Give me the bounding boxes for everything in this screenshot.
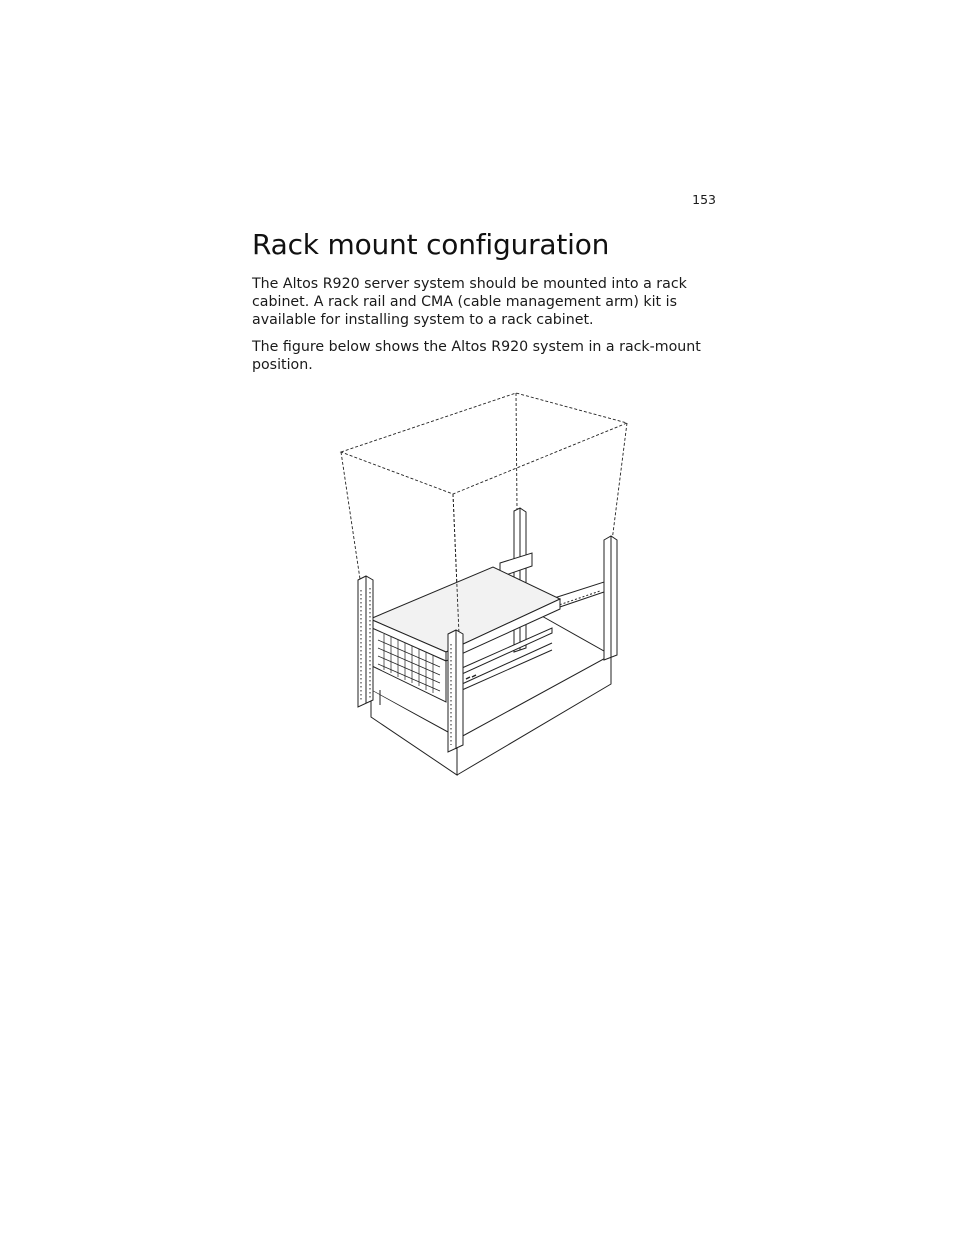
page-number: 153 — [692, 192, 716, 207]
front-right-post — [448, 630, 463, 752]
rear-right-post — [604, 536, 617, 660]
body-paragraph-1: The Altos R920 server system should be mounted into a rack cabinet. A rack rail and CMA (cable management arm) kit is available for installing system to a rack cabinet. — [252, 276, 687, 328]
body-paragraph-2: The figure below shows the Altos R920 system in a rack-mount position. — [252, 339, 701, 373]
front-left-post — [358, 576, 373, 707]
rack-mount-illustration — [330, 388, 640, 783]
section-title: Rack mount configuration — [252, 228, 610, 261]
